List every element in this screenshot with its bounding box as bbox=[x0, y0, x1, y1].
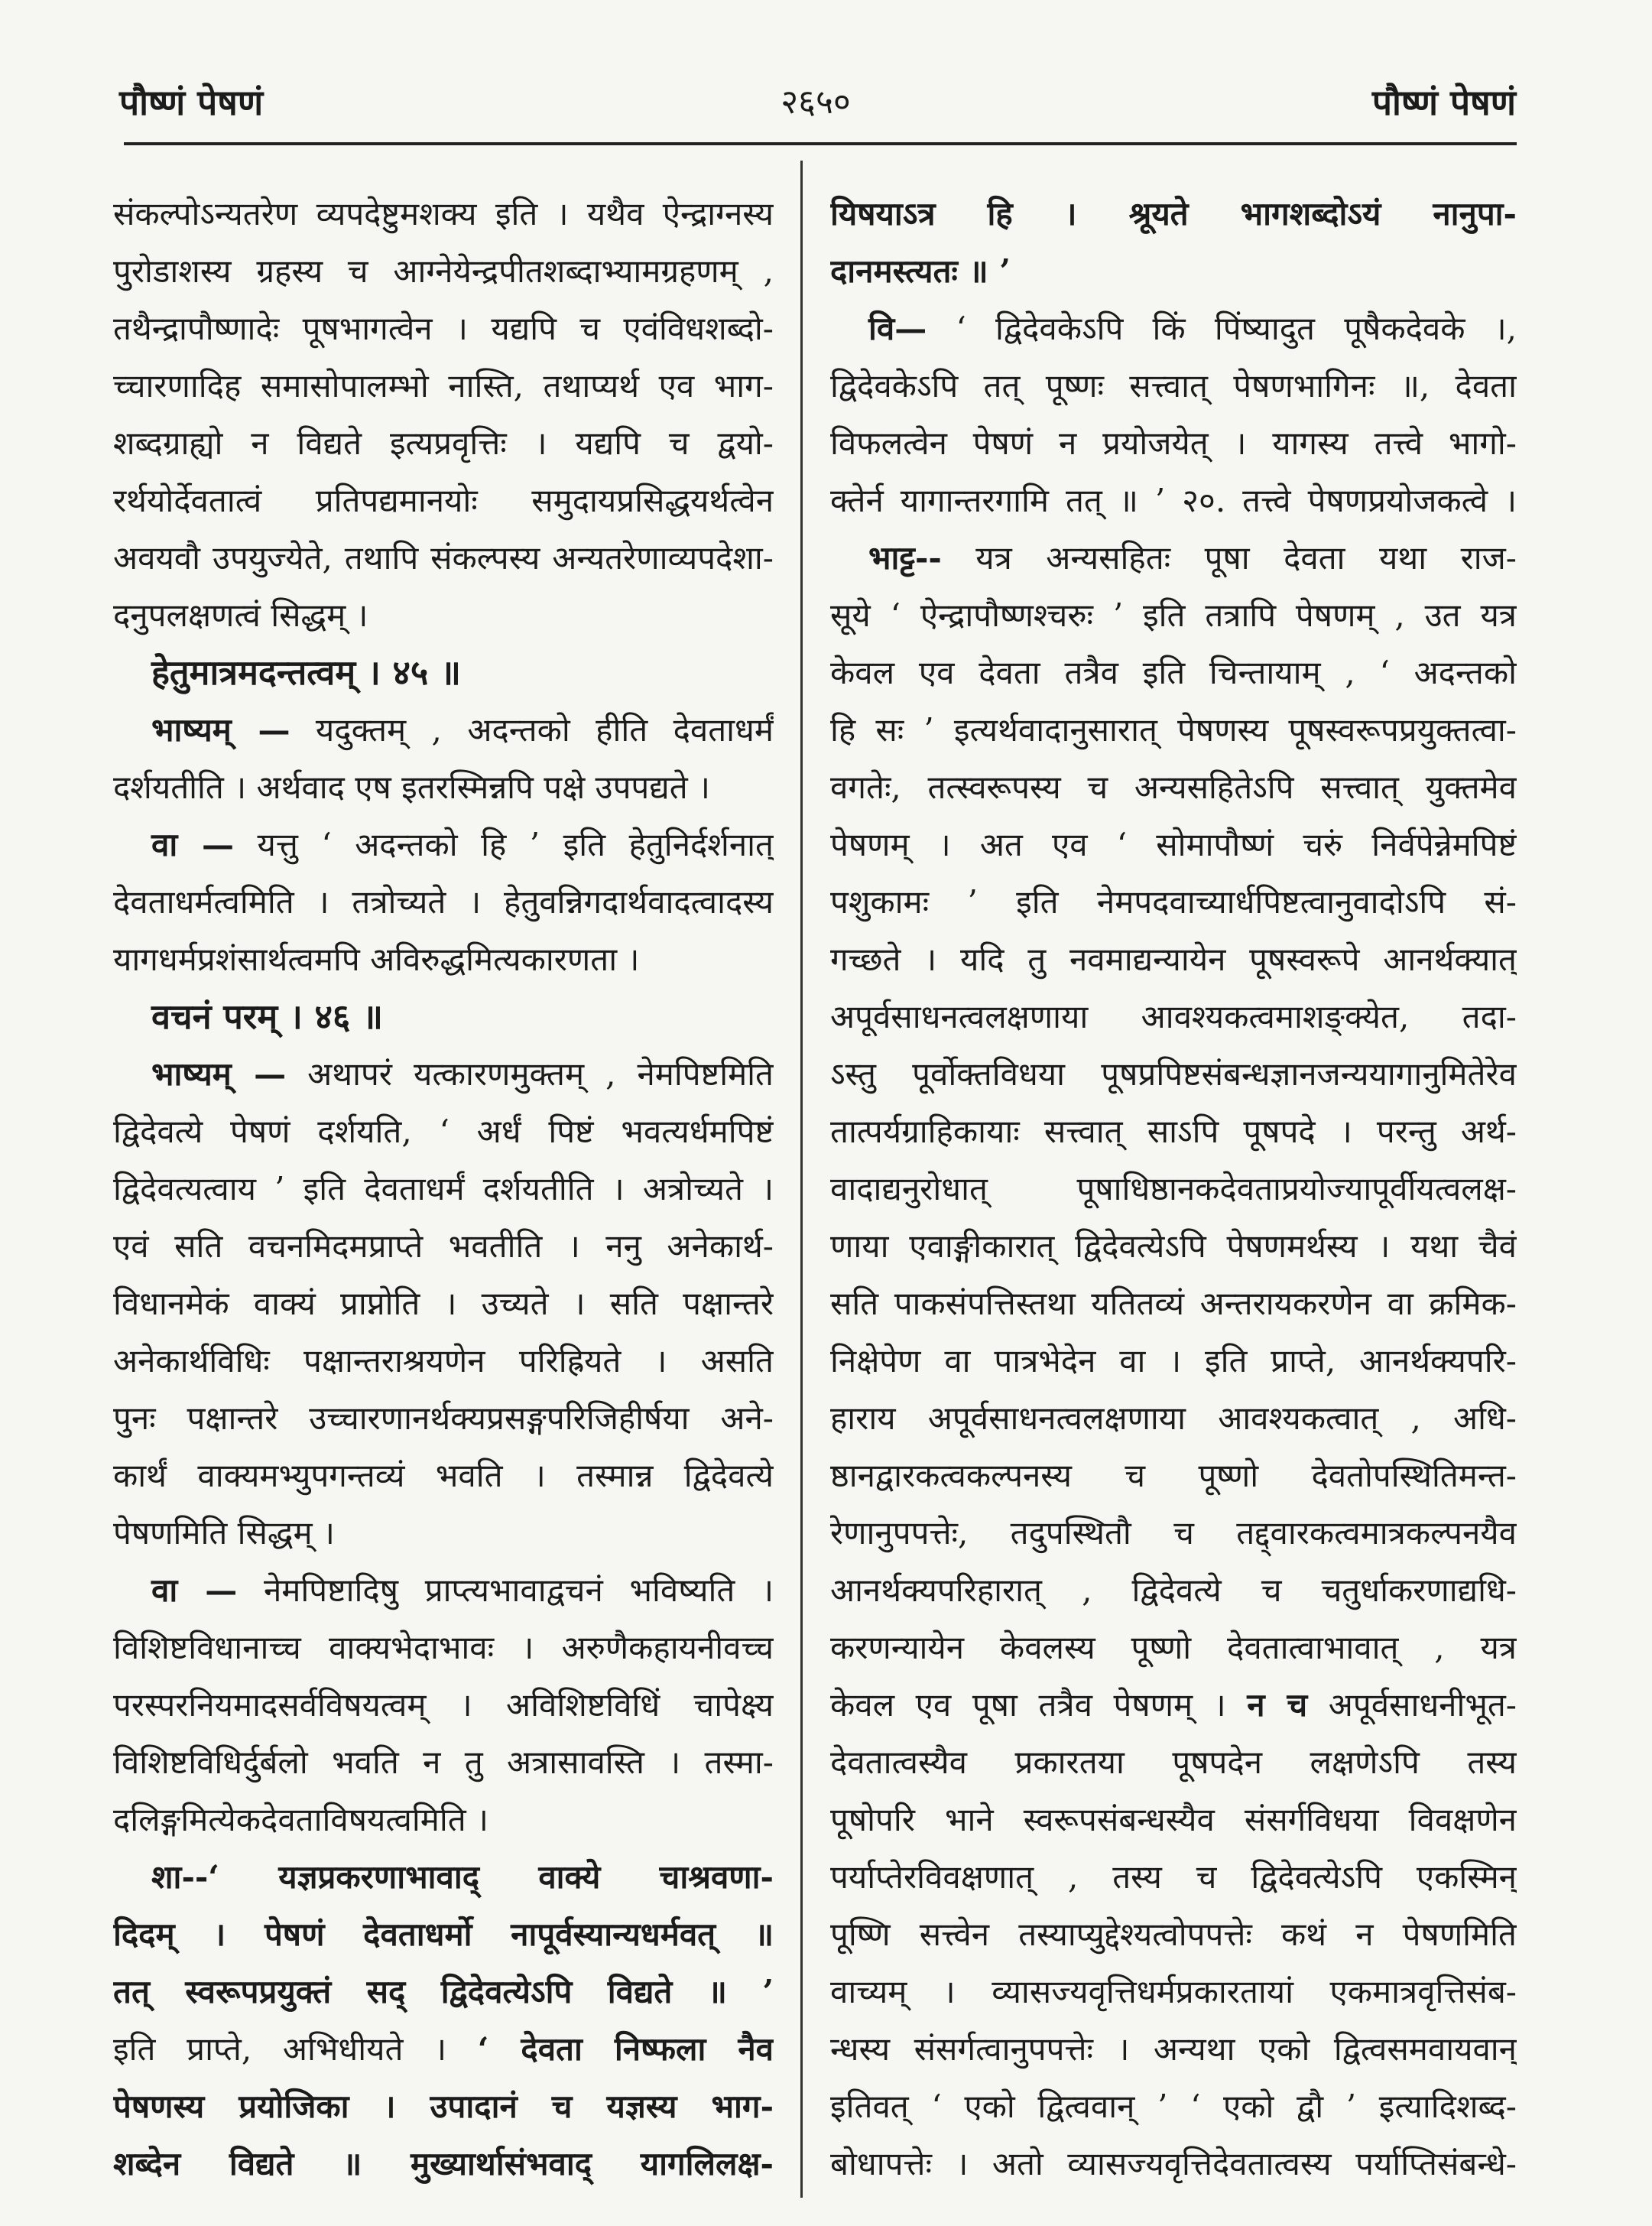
text-span: न्धस्य संसर्गत्वानुपपत्तेः । अन्यथा एको द्वित्वसमवायवान् bbox=[830, 2030, 1517, 2068]
text-span: हेतुमात्रमदन्तत्वम् । ४५ ॥ bbox=[151, 652, 461, 693]
text-line bbox=[830, 1389, 1517, 1447]
text-span: अपूर्वसाधनत्वलक्षणाया आवश्यकत्वमाशङ्क्येत, तदा- bbox=[830, 998, 1517, 1035]
running-head-left: पौष्णं पेषणं bbox=[119, 82, 264, 123]
text-line bbox=[113, 1045, 774, 1103]
sutra-heading bbox=[113, 988, 774, 1045]
text-line bbox=[830, 300, 1517, 357]
text-line bbox=[830, 931, 1517, 988]
text-span: द्विदेवकेऽपि तत् पूष्णः सत्त्वात् पेषणभागिनः ॥, देवता bbox=[830, 367, 1517, 405]
column-divider bbox=[800, 161, 803, 2198]
text-span: च्चारणादिह समासोपालम्भो नास्ति, तथाप्यर्थ एव भाग- bbox=[113, 367, 774, 405]
text-span: पेषणम् । अत एव ‘ सोमापौष्णं चरुं निर्वपेन्नेमपिष्टं bbox=[830, 826, 1517, 863]
text-line bbox=[113, 873, 774, 931]
text-span: इति प्राप्ते, अभिधीयते । bbox=[113, 2030, 478, 2068]
text-line bbox=[830, 701, 1517, 759]
text-line bbox=[830, 2078, 1517, 2135]
text-span: सूये ‘ ऐन्द्रापौष्णश्चरुः ’ इति तत्रापि पेषणम् , उत यत्र bbox=[830, 596, 1517, 634]
text-line bbox=[113, 1676, 774, 1734]
bold-text: ‘ देवता निष्फला नैव bbox=[477, 2030, 774, 2068]
text-line bbox=[113, 1848, 774, 1906]
text-span: रेणानुपपत्तेः, तदुपस्थितौ च तद्द्वारकत्वमात्रकल्पनयैव bbox=[830, 1514, 1517, 1552]
text-span: यत्तु ‘ अदन्तको हि ’ इति हेतुनिर्दर्शनात् bbox=[234, 826, 774, 863]
text-span: पूषोपरि भाने स्वरूपसंबन्धस्यैव संसर्गविधया विवक्षणेन bbox=[830, 1801, 1517, 1838]
text-span: अनेकार्थविधिः पक्षान्तराश्रयणेन परिह्रियते । असति bbox=[113, 1342, 774, 1379]
text-span: विधानमेकं वाक्यं प्राप्नोति । उच्यते । सति पक्षान्तरे bbox=[113, 1285, 774, 1322]
text-span: पूष्णि सत्त्वेन तस्याप्युद्देश्यत्वोपपत्तेः कथं न पेषणमिति bbox=[830, 1916, 1517, 1953]
text-line bbox=[113, 587, 774, 644]
text-line bbox=[113, 1160, 774, 1217]
text-span: परस्परनियमादसर्वविषयत्वम् । अविशिष्टविधिं चापेक्ष्य bbox=[113, 1686, 774, 1724]
text-line bbox=[830, 1045, 1517, 1103]
text-line bbox=[113, 2135, 774, 2192]
text-line bbox=[830, 1217, 1517, 1275]
text-span: शब्दग्राह्यो न विद्यते इत्यप्रवृत्तिः । यद्यपि च द्वयो- bbox=[113, 424, 774, 462]
text-line bbox=[830, 529, 1517, 587]
text-line bbox=[830, 873, 1517, 931]
text-span: णाया एवाङ्गीकारात् द्विदेवत्येऽपि पेषणमर्थस्य । यथा चैवं bbox=[830, 1227, 1517, 1265]
text-line bbox=[113, 1332, 774, 1389]
text-span: देवताधर्मत्वमिति । तत्रोच्यते । हेतुवन्निगदार्थवादत्वादस्य bbox=[113, 883, 774, 921]
bold-text: दिदम् । पेषणं देवताधर्मो नापूर्वस्यान्यधर्मवत् ॥ bbox=[113, 1916, 774, 1953]
text-line bbox=[830, 414, 1517, 472]
text-line bbox=[830, 357, 1517, 414]
text-line bbox=[830, 1561, 1517, 1619]
text-line bbox=[830, 2135, 1517, 2192]
text-line bbox=[113, 1389, 774, 1447]
text-line bbox=[113, 242, 774, 300]
text-span: यत्र अन्यसहितः पूषा देवता यथा राज- bbox=[941, 539, 1517, 577]
text-span: करणन्यायेन केवलस्य पूष्णो देवतात्वाभावात् , यत्र bbox=[830, 1629, 1517, 1666]
text-line bbox=[113, 1906, 774, 1963]
text-span: अथापरं यत्कारणमुक्तम् , नेमपिष्टमिति bbox=[286, 1055, 774, 1093]
text-span: पुरोडाशस्य ग्रहस्य च आग्नेयेन्द्रपीतशब्दाभ्यामग्रहणम् , bbox=[113, 252, 774, 290]
text-line bbox=[113, 931, 774, 988]
text-line bbox=[113, 1504, 774, 1561]
text-line bbox=[113, 1275, 774, 1332]
bold-text: वा — bbox=[151, 1571, 238, 1609]
text-line bbox=[113, 414, 774, 472]
bold-text: शा--‘ यज्ञप्रकरणाभावाद् वाक्ये चाश्रवणा- bbox=[151, 1858, 774, 1896]
text-span: सति पाकसंपत्तिस्तथा यतितव्यं अन्तरायकरणेन वा क्रमिक- bbox=[830, 1285, 1517, 1322]
bold-text: न च bbox=[1247, 1686, 1308, 1724]
text-line bbox=[113, 2020, 774, 2078]
text-span: बोधापत्तेः । अतो व्यासज्यवृत्तिदेवतात्वस्य पर्याप्तिसंबन्धे- bbox=[830, 2145, 1517, 2182]
text-span: क्तेर्न यागान्तरगामि तत् ॥ ’ २०. तत्त्वे पेषणप्रयोजकत्वे । bbox=[830, 482, 1517, 519]
text-span: वचनं परम् । ४६ ॥ bbox=[151, 996, 383, 1037]
text-span: गच्छते । यदि तु नवमाद्यन्यायेन पूषस्वरूपे आनर्थक्यात् bbox=[830, 941, 1517, 978]
bold-text: वि— bbox=[868, 310, 927, 347]
bold-text: भाष्यम् — bbox=[151, 1055, 287, 1093]
text-span: दनुपलक्षणत्वं सिद्धम् । bbox=[113, 596, 368, 634]
running-head-right: पौष्णं पेषणं bbox=[1371, 82, 1516, 123]
text-line bbox=[113, 1217, 774, 1275]
bold-text: भाट्ट-- bbox=[868, 539, 942, 577]
text-span: विशिष्टविधानाच्च वाक्यभेदाभावः । अरुणैकहायनीवच्च bbox=[113, 1629, 774, 1666]
text-line bbox=[113, 816, 774, 873]
bold-text: शब्देन विद्यते ॥ मुख्यार्थासंभवाद् यागलिलक्ष- bbox=[113, 2145, 774, 2182]
text-line bbox=[830, 1963, 1517, 2020]
text-line bbox=[830, 185, 1517, 242]
text-line bbox=[830, 1332, 1517, 1389]
text-span: तथैन्द्रापौष्णादेः पूषभागत्वेन । यद्यपि च एवंविधशब्दो- bbox=[113, 310, 774, 347]
text-line bbox=[830, 1734, 1517, 1791]
text-span: द्विदेवत्ये पेषणं दर्शयति, ‘ अर्धं पिष्टं भवत्यर्धमपिष्टं bbox=[113, 1113, 774, 1150]
text-line bbox=[830, 1906, 1517, 1963]
bold-text: पेषणस्य प्रयोजिका । उपादानं च यज्ञस्य भाग- bbox=[113, 2088, 774, 2125]
page-number: २६५० bbox=[781, 83, 851, 122]
text-line bbox=[113, 300, 774, 357]
text-span: हि सः ’ इत्यर्थवादानुसारात् पेषणस्य पूषस्वरूपप्रयुक्तत्वा- bbox=[830, 711, 1517, 749]
bold-text: दानमस्त्यतः ॥ ’ bbox=[830, 252, 1011, 290]
text-span: देवतात्वस्यैव प्रकारतया पूषपदेन लक्षणेऽपि तस्य bbox=[830, 1743, 1517, 1781]
text-span: पेषणमिति सिद्धम् । bbox=[113, 1514, 335, 1552]
text-span: यदुक्तम् , अदन्तको हीति देवताधर्मं bbox=[290, 711, 774, 749]
text-line bbox=[113, 1447, 774, 1504]
text-span: विशिष्टविधिर्दुर्बलो भवति न तु अत्रासावस्ति । तस्मा- bbox=[113, 1743, 774, 1781]
text-line bbox=[830, 644, 1517, 701]
text-span: केवल एव देवता तत्रैव इति चिन्तायाम् , ‘ अदन्तको bbox=[830, 654, 1517, 691]
text-span: तात्पर्यग्राहिकायाः सत्त्वात् साऽपि पूषपदे । परन्तु अर्थ- bbox=[830, 1113, 1517, 1150]
sutra-heading bbox=[113, 644, 774, 701]
text-line bbox=[113, 1963, 774, 2020]
text-span: विफलत्वेन पेषणं न प्रयोजयेत् । यागस्य तत्त्वे भागो- bbox=[830, 424, 1517, 462]
text-line bbox=[830, 988, 1517, 1045]
bold-text: भाष्यम् — bbox=[151, 711, 290, 749]
text-line bbox=[830, 1676, 1517, 1734]
text-line bbox=[113, 1561, 774, 1619]
text-line bbox=[830, 1447, 1517, 1504]
text-span: ‘ द्विदेवकेऽपि किं पिंष्यादुत पूषैकदेवके ।, bbox=[927, 310, 1517, 347]
text-span: रर्थयोर्देवतात्वं प्रतिपद्यमानयोः समुदायप्रसिद्धयर्थत्वेन bbox=[113, 482, 774, 519]
text-span: निक्षेपेण वा पात्रभेदेन वा । इति प्राप्ते, आनर्थक्यपरि- bbox=[830, 1342, 1517, 1379]
text-span: ऽस्तु पूर्वोक्तविधया पूषप्रपिष्टसंबन्धज्ञानजन्ययागानुमितेरेव bbox=[830, 1055, 1517, 1093]
right-column bbox=[830, 185, 1517, 2204]
text-span: संकल्पोऽन्यतरेण व्यपदेष्टुमशक्य इति । यथैव ऐन्द्राग्नस्य bbox=[113, 195, 774, 232]
text-line bbox=[113, 1734, 774, 1791]
text-line bbox=[113, 529, 774, 587]
text-line bbox=[113, 1103, 774, 1160]
text-span: अपूर्वसाधनीभूत- bbox=[1307, 1686, 1517, 1724]
text-span: वगतेः, तत्स्वरूपस्य च अन्यसहितेऽपि सत्त्वात् युक्तमेव bbox=[830, 769, 1517, 806]
text-span: पशुकामः ’ इति नेमपदवाच्यार्धपिष्टत्वानुवादोऽपि सं- bbox=[830, 883, 1517, 921]
text-span: केवल एव पूषा तत्रैव पेषणम् । bbox=[830, 1686, 1248, 1724]
text-line bbox=[830, 587, 1517, 644]
text-line bbox=[113, 2078, 774, 2135]
text-line bbox=[830, 1848, 1517, 1906]
bold-text: यिषयाऽत्र हि । श्रूयते भागशब्दोऽयं नानुपा- bbox=[830, 195, 1517, 232]
text-span: नेमपिष्टादिषु प्राप्त्यभावाद्वचनं भविष्यति । bbox=[237, 1571, 774, 1609]
text-line bbox=[830, 816, 1517, 873]
text-span: पर्याप्तेरविवक्षणात् , तस्य च द्विदेवत्येऽपि एकस्मिन् bbox=[830, 1858, 1517, 1896]
text-line bbox=[113, 357, 774, 414]
text-line bbox=[830, 2020, 1517, 2078]
text-line bbox=[830, 1791, 1517, 1848]
text-line bbox=[113, 185, 774, 242]
text-line bbox=[830, 1275, 1517, 1332]
text-line bbox=[830, 759, 1517, 816]
text-line bbox=[830, 1504, 1517, 1561]
text-line bbox=[113, 1791, 774, 1848]
text-span: इतिवत् ‘ एको द्वित्ववान् ’ ‘ एको द्वौ ’ इत्यादिशब्द- bbox=[830, 2088, 1517, 2125]
text-line bbox=[830, 1160, 1517, 1217]
text-line bbox=[830, 242, 1517, 300]
text-span: दलिङ्गमित्येकदेवताविषयत्वमिति । bbox=[113, 1801, 488, 1838]
text-span: दर्शयतीति । अर्थवाद एष इतरस्मिन्नपि पक्षे उपपद्यते । bbox=[113, 769, 710, 806]
left-column bbox=[113, 185, 774, 2204]
header-rule bbox=[124, 142, 1517, 145]
text-span: हाराय अपूर्वसाधनत्वलक्षणाया आवश्यकत्वात् , अधि- bbox=[830, 1399, 1517, 1437]
text-span: आनर्थक्यपरिहारात् , द्विदेवत्ये च चतुर्धाकरणाद्यधि- bbox=[830, 1571, 1517, 1609]
bold-text: तत् स्वरूपप्रयुक्तं सद् द्विदेवत्येऽपि विद्यते ॥ ’ bbox=[113, 1973, 774, 2010]
text-span: अवयवौ उपयुज्येते, तथापि संकल्पस्य अन्यतरेणाव्यपदेशा- bbox=[113, 539, 774, 577]
text-line bbox=[830, 1619, 1517, 1676]
text-line bbox=[113, 1619, 774, 1676]
text-span: वाच्यम् । व्यासज्यवृत्तिधर्मप्रकारतायां एकमात्रवृत्तिसंब- bbox=[830, 1973, 1517, 2010]
text-line bbox=[830, 472, 1517, 529]
text-span: कार्थं वाक्यमभ्युपगन्तव्यं भवति । तस्मान्न द्विदेवत्ये bbox=[113, 1457, 774, 1494]
text-line bbox=[830, 1103, 1517, 1160]
text-span: एवं सति वचनमिदमप्राप्ते भवतीति । ननु अनेकार्थ- bbox=[113, 1227, 774, 1265]
text-span: पुनः पक्षान्तरे उच्चारणानर्थक्यप्रसङ्गपरिजिहीर्षया अने- bbox=[113, 1399, 774, 1437]
text-span: वादाद्यनुरोधात् पूषाधिष्ठानकदेवताप्रयोज्यापूर्वीयत्वलक्ष- bbox=[830, 1170, 1517, 1207]
text-span: यागधर्मप्रशंसार्थत्वमपि अविरुद्धमित्यकारणता । bbox=[113, 941, 640, 978]
text-span: ष्ठानद्वारकत्वकल्पनस्य च पूष्णो देवतोपस्थितिमन्त- bbox=[830, 1457, 1517, 1494]
text-line bbox=[113, 701, 774, 759]
text-span: द्विदेवत्यत्वाय ’ इति देवताधर्मं दर्शयतीति । अत्रोच्यते । bbox=[113, 1170, 774, 1207]
bold-text: वा — bbox=[151, 826, 234, 863]
text-line bbox=[113, 472, 774, 529]
text-line bbox=[113, 759, 774, 816]
